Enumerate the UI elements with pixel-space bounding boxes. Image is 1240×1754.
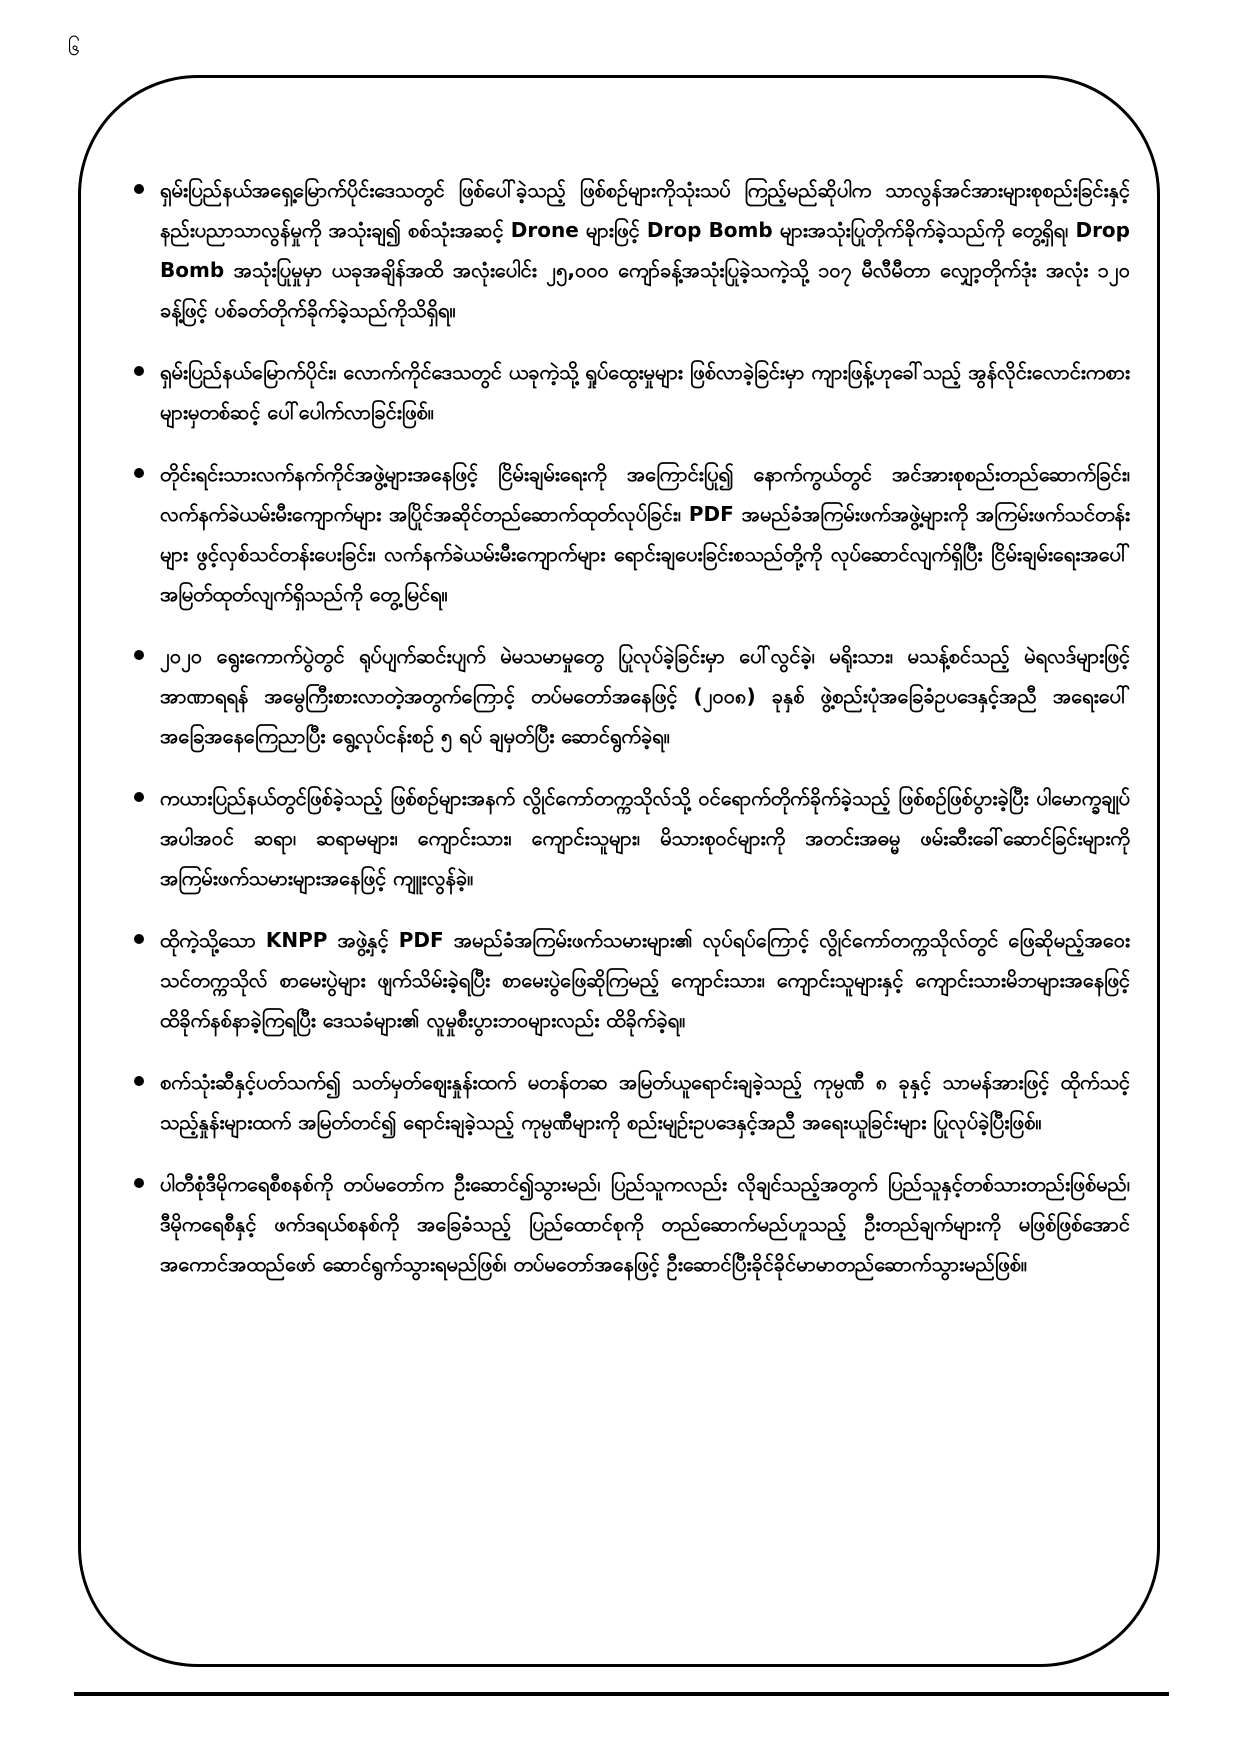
bullet-dot-icon <box>134 934 144 944</box>
bullet-item <box>120 352 1130 432</box>
bullet-dot-icon <box>134 1178 144 1188</box>
bullet-text: ပါတီစုံဒီမိုကရေစီစနစ်ကို တပ်မတော်က ဦးဆောင်၍သွားမည်၊ ပြည်သူကလည်း လိုချင်သည့်အတွက် ပြည်သူနှင့်တစ်သားတည်းဖြစ်မည်၊ ဒီမိုကရေစီနှင့် ဖက်ဒရယ်စနစ်ကို အခြေခံသည့် ပြည်ထောင်စုကို တည်ဆောက်မည်ဟူသည့် ဦးတည်ချက်များကို မဖြစ်ဖြစ်အောင် အကောင်အထည်ဖော် ဆောင်ရွက်သွားရမည်ဖြစ်၊ တပ်မတော်အနေဖြင့် ဦးဆောင်ပြီးခိုင်ခိုင်မာမာတည်ဆောက်သွားမည်ဖြစ်။ <box>160 1172 1130 1276</box>
bullet-dot-icon <box>134 468 144 478</box>
bullet-dot-icon <box>134 184 144 194</box>
bullet-text: စက်သုံးဆီနှင့်ပတ်သက်၍ သတ်မှတ်ဈေးနှုန်းထက် မတန်တဆ အမြတ်ယူရောင်းချခဲ့သည့် ကုမ္ပဏီ ၈ ခုနှင့် သာမန်အားဖြင့် ထိုက်သင့်သည့်နှုန်းများထက် အမြတ်တင်၍ ရောင်းချခဲ့သည့် ကုမ္ပဏီများကို စည်းမျဉ်းဥပဒေနှင့်အညီ အရေးယူခြင်းများ ပြုလုပ်ခဲ့ပြီးဖြစ်။ <box>160 1070 1130 1134</box>
bullet-item <box>120 636 1130 756</box>
bullet-text: တိုင်းရင်းသားလက်နက်ကိုင်အဖွဲ့များအနေဖြင့် ငြိမ်းချမ်းရေးကို အကြောင်းပြု၍ နောက်ကွယ်တွင် အင်အားစုစည်းတည်ဆောက်ခြင်း၊ လက်နက်ခဲယမ်းမီးကျောက်များ အပြိုင်အဆိုင်တည်ဆောက်ထုတ်လုပ်ခြင်း၊ PDF အမည်ခံအကြမ်းဖက်အဖွဲ့များကို အကြမ်းဖက်သင်တန်းများ ဖွင့်လှစ်သင်တန်းပေးခြင်း၊ လက်နက်ခဲယမ်းမီးကျောက်များ ရောင်းချပေးခြင်းစသည်တို့ကို လုပ်ဆောင်လျက်ရှိပြီး ငြိမ်းချမ်းရေးအပေါ် အမြတ်ထုတ်လျက်ရှိသည်ကို တွေ့မြင်ရ။ <box>160 462 1130 606</box>
bullet-dot-icon <box>134 792 144 802</box>
bullet-item <box>120 1062 1130 1142</box>
page-number: ၆ <box>68 36 81 61</box>
bullet-text: ထိုကဲ့သို့သော KNPP အဖွဲ့နှင့် PDF အမည်ခံအကြမ်းဖက်သမားများ၏ လုပ်ရပ်ကြောင့် လွိုင်ကော်တက္ကသိုလ်တွင် ဖြေဆိုမည့်အဝေးသင်တက္ကသိုလ် စာမေးပွဲများ ဖျက်သိမ်းခဲ့ရပြီး စာမေးပွဲဖြေဆိုကြမည့် ကျောင်းသား၊ ကျောင်းသူများနှင့် ကျောင်းသားမိဘများအနေဖြင့် ထိခိုက်နစ်နာခဲ့ကြရပြီး ဒေသခံများ၏ လူမှုစီးပွားဘဝများလည်း ထိခိုက်ခဲ့ရ။ <box>160 928 1130 1032</box>
footer-rule <box>74 1692 1169 1696</box>
bullet-item <box>120 920 1130 1040</box>
bullet-dot-icon <box>134 650 144 660</box>
bullet-list <box>120 170 1130 1306</box>
bullet-item <box>120 454 1130 614</box>
bullet-text: ရှမ်းပြည်နယ်အရှေ့မြောက်ပိုင်းဒေသတွင် ဖြစ်ပေါ်ခဲ့သည့် ဖြစ်စဉ်များကိုသုံးသပ် ကြည့်မည်ဆိုပါက သာလွန်အင်အားများစုစည်းခြင်းနှင့် နည်းပညာသာလွန်မှုကို အသုံးချ၍ စစ်သုံးအဆင့် Drone များဖြင့် Drop Bomb များအသုံးပြုတိုက်ခိုက်ခဲ့သည်ကို တွေ့ရှိရ၊ Drop Bomb အသုံးပြုမှုမှာ ယခုအချိန်အထိ အလုံးပေါင်း ၂၅,၀၀၀ ကျော်ခန့်အသုံးပြုခဲ့သကဲ့သို့ ၁၀၇ မီလီမီတာ လျှော့တိုက်ဒုံး အလုံး ၁၂၀ ခန့်ဖြင့် ပစ်ခတ်တိုက်ခိုက်ခဲ့သည်ကိုသိရှိရ။ <box>160 178 1130 322</box>
bullet-text: ကယားပြည်နယ်တွင်ဖြစ်ခဲ့သည့် ဖြစ်စဉ်များအနက် လွိုင်ကော်တက္ကသိုလ်သို့ ဝင်ရောက်တိုက်ခိုက်ခဲ့သည့် ဖြစ်စဉ်ဖြစ်ပွားခဲ့ပြီး ပါမောက္ခချုပ်အပါအဝင် ဆရာ၊ ဆရာမများ၊ ကျောင်းသား၊ ကျောင်းသူများ၊ မိသားစုဝင်များကို အတင်းအဓမ္မ ဖမ်းဆီးခေါ်ဆောင်ခြင်းများကို အကြမ်းဖက်သမားများအနေဖြင့် ကျူးလွန်ခဲ့။ <box>160 786 1130 890</box>
bullet-dot-icon <box>134 1076 144 1086</box>
bullet-text: ၂၀၂၀ ရွေးကောက်ပွဲတွင် ရုပ်ပျက်ဆင်းပျက် မဲမသမာမှုတွေ ပြုလုပ်ခဲ့ခြင်းမှာ ပေါ်လွင်ခဲ့၊ မရိုးသား၊ မသန့်စင်သည့် မဲရလဒ်များဖြင့် အာဏာရရန် အမွေကြီးစားလာတဲ့အတွက်ကြောင့် တပ်မတော်အနေဖြင့် (၂၀၀၈) ခုနှစ် ဖွဲ့စည်းပုံအခြေခံဥပဒေနှင့်အညီ အရေးပေါ်အခြေအနေကြေညာပြီး ရွေ့လုပ်ငန်းစဉ် ၅ ရပ် ချမှတ်ပြီး ဆောင်ရွက်ခဲ့ရ။ <box>160 644 1130 748</box>
bullet-item <box>120 1164 1130 1284</box>
bullet-dot-icon <box>134 366 144 376</box>
bullet-text: ရှမ်းပြည်နယ်မြောက်ပိုင်း၊ လောက်ကိုင်ဒေသတွင် ယခုကဲ့သို့ ရှုပ်ထွေးမှုများ ဖြစ်လာခဲ့ခြင်းမှာ ကျားဖြန့်ဟုခေါ်သည့် အွန်လိုင်းလောင်းကစားများမှတစ်ဆင့် ပေါ်ပေါက်လာခြင်းဖြစ်။ <box>160 360 1130 424</box>
bullet-item <box>120 170 1130 330</box>
bullet-item <box>120 778 1130 898</box>
